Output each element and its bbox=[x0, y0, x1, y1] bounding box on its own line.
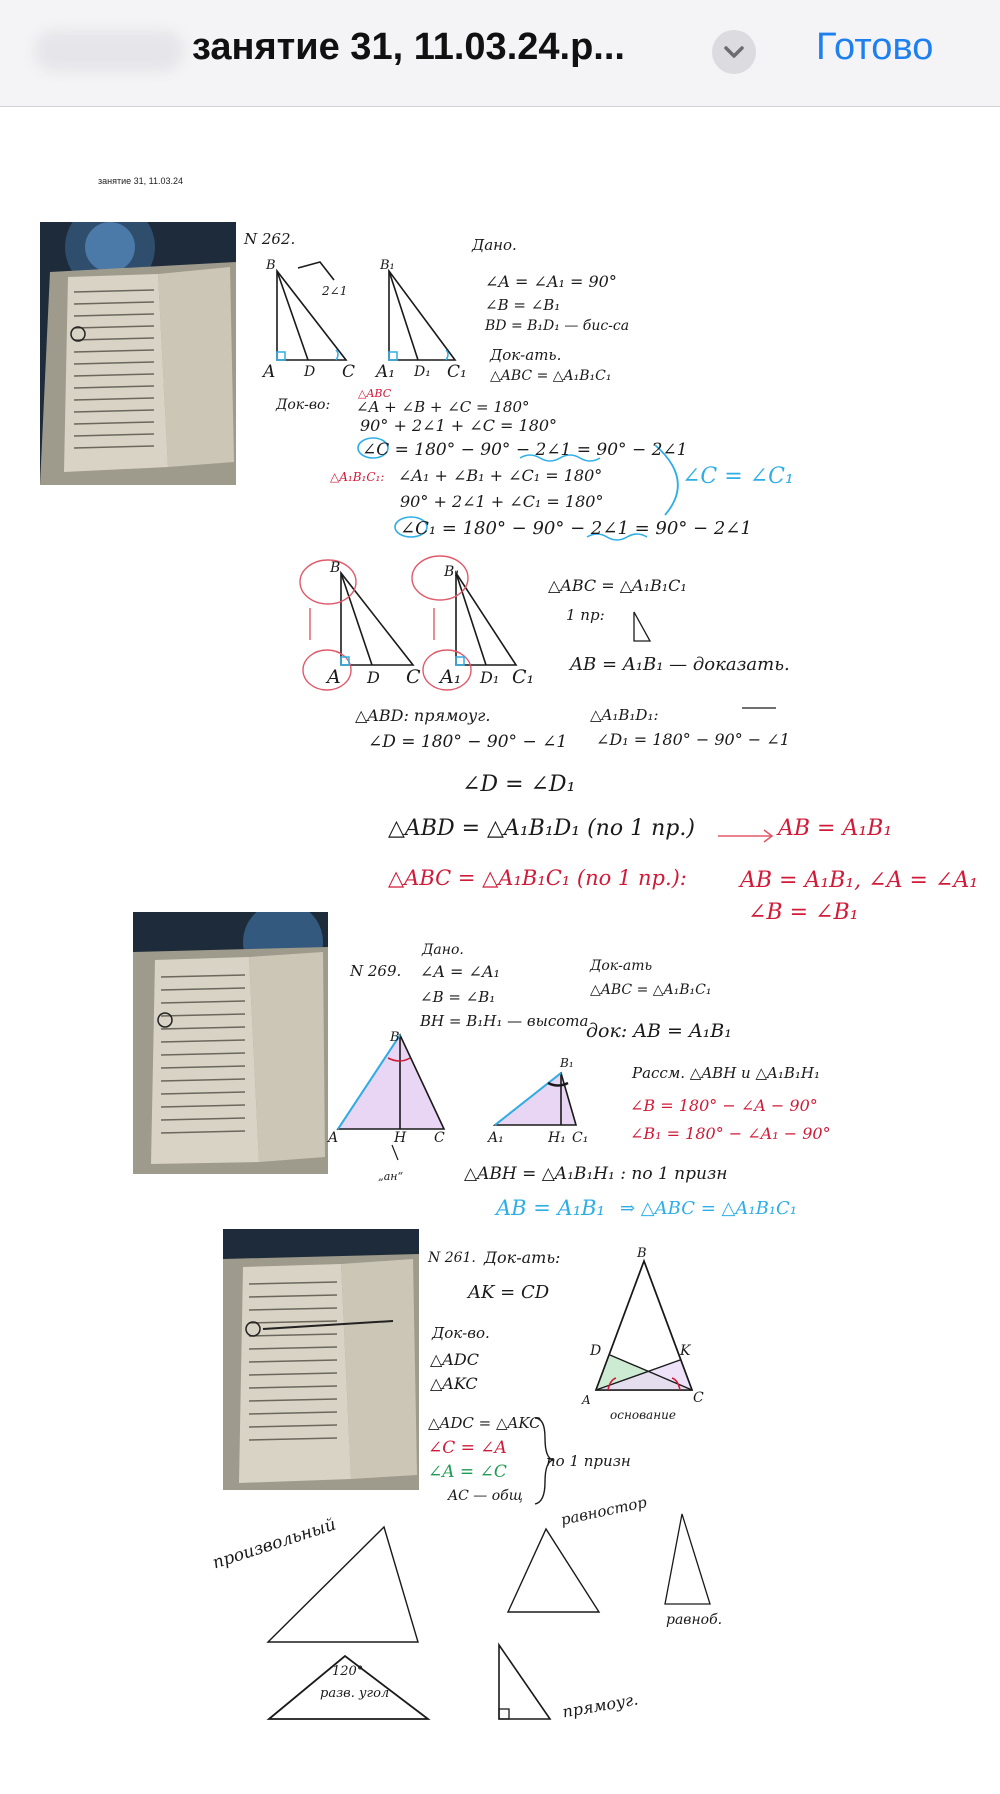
fig262b-label-B1: B₁ bbox=[380, 258, 395, 273]
fig261-label-C: C bbox=[693, 1390, 704, 1406]
task-262-abc-tag: △ABC bbox=[358, 387, 392, 400]
task-262-proof-abc-3: ∠C = 180° − 90° − 2∠1 = 90° − 2∠1 bbox=[362, 440, 688, 460]
fig269b-label-A1: A₁ bbox=[488, 1130, 504, 1146]
task-262-proof-a1b1c1-3: ∠C₁ = 180° − 90° − 2∠1 = 90° − 2∠1 bbox=[400, 518, 752, 539]
fig262d-label-B1: B₁ bbox=[444, 564, 460, 580]
document-title: занятие 31, 11.03.24.р... bbox=[192, 26, 625, 68]
fig269-label-B: B bbox=[390, 1030, 400, 1045]
task-261-number: N 261. bbox=[428, 1250, 476, 1266]
fig262c-label-B: B bbox=[330, 560, 341, 576]
task-262-number: N 262. bbox=[244, 230, 296, 248]
task-262-a1b1d1-2: ∠D₁ = 180° − 90° − ∠1 bbox=[596, 730, 790, 749]
task-262-eq-d: ∠D = ∠D₁ bbox=[462, 772, 576, 797]
fig262b-label-D1: D₁ bbox=[414, 364, 431, 380]
type-isosceles-label: равноб. bbox=[666, 1612, 723, 1628]
task-262-prove: △ABC = △A₁B₁C₁ bbox=[490, 368, 612, 384]
task-262-block2-2: 1 пр: bbox=[566, 606, 605, 624]
task-262-proof-title: Док-во: bbox=[276, 397, 331, 413]
task-261-eq-3: ∠A = ∠C bbox=[428, 1462, 507, 1482]
fig269b-label-C1: C₁ bbox=[572, 1130, 589, 1146]
task-269-prove-title: Док-ать bbox=[590, 958, 653, 974]
task-269-given-2: ∠B = ∠B₁ bbox=[420, 988, 496, 1006]
task-262-proof-a1b1c1-1: ∠A₁ + ∠B₁ + ∠C₁ = 180° bbox=[398, 466, 603, 485]
task-262-res-abc-1: AB = A₁B₁, ∠A = ∠A₁ bbox=[740, 868, 979, 893]
task-269-res-1: AB = A₁B₁ bbox=[496, 1196, 605, 1220]
fig262d-label-A1: A₁ bbox=[440, 666, 462, 688]
fig262-label-B: B bbox=[266, 258, 276, 273]
type-equilateral-label: равностор bbox=[559, 1493, 649, 1529]
fig261-label-B: B bbox=[637, 1246, 647, 1261]
task-269-note: „ан“ bbox=[378, 1170, 404, 1183]
task-262-a1b1d1-1: △A₁B₁D₁: bbox=[590, 706, 659, 724]
fig261-label-D: D bbox=[590, 1343, 602, 1359]
task-269-res-2: ⇒ △ABC = △A₁B₁C₁ bbox=[620, 1198, 797, 1219]
fig262c-label-A: A bbox=[327, 666, 341, 688]
task-262-proof-abc-2: 90° + 2∠1 + ∠C = 180° bbox=[360, 416, 558, 435]
task-269-given-title: Дано. bbox=[422, 942, 464, 958]
fig269b-label-B1: B₁ bbox=[560, 1056, 574, 1070]
task-269-angle-1: ∠B = 180° − ∠A − 90° bbox=[630, 1096, 818, 1115]
task-262-given-2: ∠B = ∠B₁ bbox=[485, 296, 561, 314]
task-269-consider: Рассм. △ABH и △A₁B₁H₁ bbox=[632, 1064, 820, 1082]
document-header-label: занятие 31, 11.03.24 bbox=[98, 176, 184, 186]
task-262-prove-title: Док-ать. bbox=[490, 346, 562, 364]
fig262-label-A: A bbox=[263, 362, 276, 382]
fig269-label-C: C bbox=[434, 1130, 445, 1146]
type-obtuse-angle: 120° bbox=[332, 1664, 364, 1679]
task-262-proof-a1b1c1-2: 90° + 2∠1 + ∠C₁ = 180° bbox=[400, 492, 604, 511]
type-obtuse-note: разв. угол bbox=[320, 1686, 390, 1701]
task-262-small-angle: 2∠1 bbox=[322, 284, 348, 298]
task-262-eq-abc: △ABC = △A₁B₁C₁ (по 1 пр.): bbox=[388, 866, 687, 890]
task-262-abd-2: ∠D = 180° − 90° − ∠1 bbox=[368, 732, 568, 752]
done-button[interactable]: Готово bbox=[816, 26, 934, 68]
task-262-res-abd: AB = A₁B₁ bbox=[778, 816, 893, 841]
fig269b-label-H1: H₁ bbox=[548, 1130, 566, 1146]
task-262-abd-1: △ABD: прямоуг. bbox=[355, 706, 491, 725]
task-261-prove-title: Док-ать: bbox=[484, 1248, 561, 1267]
type-scalene-label: произвольный bbox=[210, 1514, 339, 1574]
task-262-res-abc-2: ∠B = ∠B₁ bbox=[748, 900, 859, 925]
task-262-given-3: BD = B₁D₁ — бис-са bbox=[485, 318, 630, 334]
task-269-proof: док: AB = A₁B₁ bbox=[586, 1020, 732, 1042]
task-261-tri-1: △ADC bbox=[430, 1350, 479, 1369]
task-269-prove: △ABC = △A₁B₁C₁ bbox=[590, 982, 712, 998]
fig262b-label-A1: A₁ bbox=[376, 362, 396, 382]
task-269-number: N 269. bbox=[350, 962, 402, 980]
fig269-label-A: A bbox=[328, 1130, 339, 1146]
fig262b-label-C1: C₁ bbox=[447, 362, 467, 382]
task-261-eq-2: ∠C = ∠A bbox=[428, 1438, 507, 1458]
task-261-criterion: по 1 призн bbox=[546, 1452, 631, 1470]
task-261-tri-2: △AKC bbox=[430, 1374, 478, 1393]
fig261-base-label: основание bbox=[610, 1408, 676, 1422]
task-262-eq-abd: △ABD = △A₁B₁D₁ (по 1 пр.) bbox=[388, 816, 695, 841]
task-262-given-title: Дано. bbox=[472, 236, 517, 254]
task-262-block2-1: △ABC = △A₁B₁C₁ bbox=[548, 576, 687, 595]
task-261-prove: AK = CD bbox=[468, 1282, 550, 1303]
task-269-given-1: ∠A = ∠A₁ bbox=[420, 962, 500, 981]
type-right-label: прямоуг. bbox=[560, 1689, 640, 1722]
task-262-given-1: ∠A = ∠A₁ = 90° bbox=[485, 272, 617, 291]
task-269-angle-2: ∠B₁ = 180° − ∠A₁ − 90° bbox=[630, 1124, 831, 1143]
fig261-label-A: A bbox=[582, 1393, 591, 1407]
fig262c-label-C: C bbox=[406, 666, 421, 688]
task-261-eq-4: AC — общ bbox=[448, 1488, 523, 1504]
fig261-label-K: K bbox=[680, 1343, 691, 1359]
fig269-label-H: H bbox=[394, 1130, 407, 1146]
fig262c-label-D: D bbox=[367, 668, 380, 687]
fig262-label-D: D bbox=[304, 364, 316, 380]
fig262d-label-C1: C₁ bbox=[512, 666, 535, 688]
task-262-proof-abc-1: ∠A + ∠B + ∠C = 180° bbox=[356, 398, 530, 416]
task-262-a1b1c1-tag: △A₁B₁C₁: bbox=[330, 470, 385, 484]
task-269-eq: △ABH = △A₁B₁H₁ : по 1 призн bbox=[464, 1164, 728, 1184]
task-262-conclusion-angle: ∠C = ∠C₁ bbox=[682, 464, 794, 489]
task-261-proof-title: Док-во. bbox=[432, 1324, 490, 1342]
fig262d-label-D1: D₁ bbox=[480, 668, 500, 687]
fig262-label-C: C bbox=[342, 362, 356, 382]
task-269-given-3: BH = B₁H₁ — высота bbox=[420, 1012, 589, 1030]
task-261-eq-1: △ADC = △AKC bbox=[428, 1414, 541, 1432]
task-262-block2-3: AB = A₁B₁ — доказать. bbox=[570, 654, 790, 675]
